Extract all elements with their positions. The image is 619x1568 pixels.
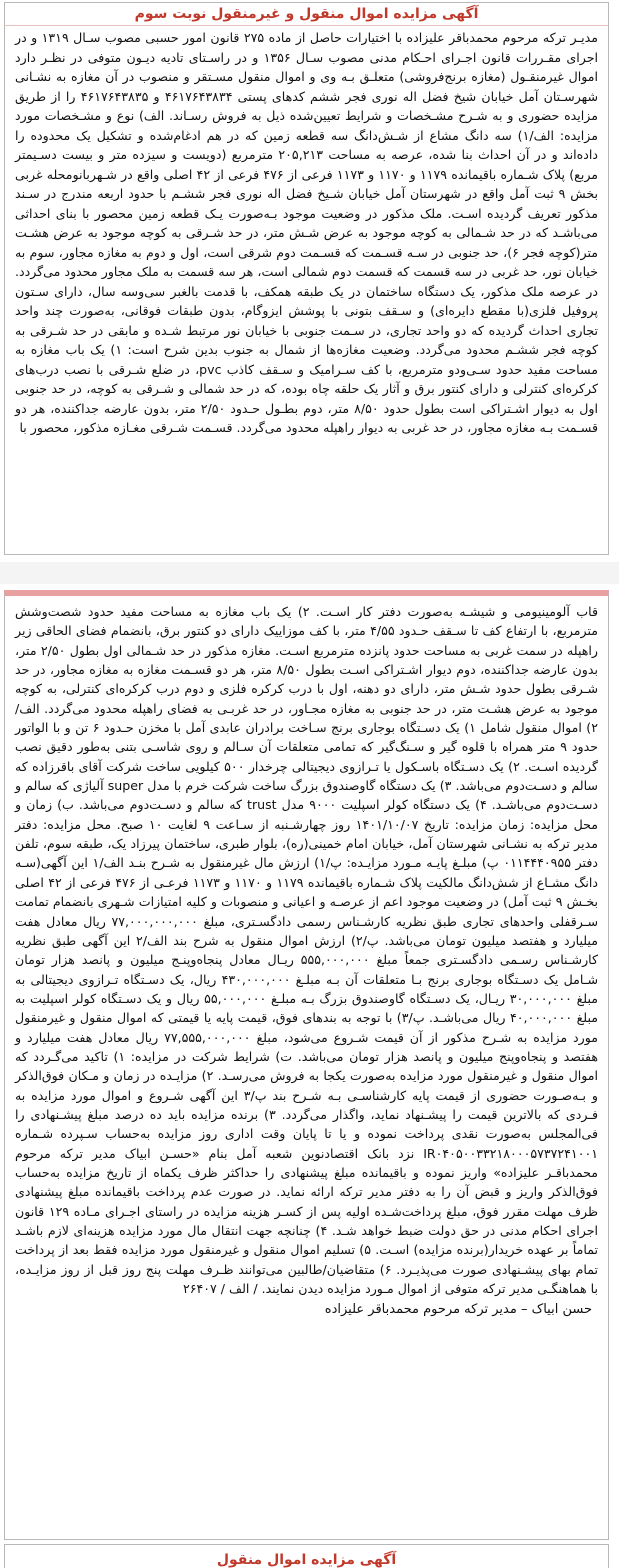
- notice-body-part1: مدیـر ترکه مرحوم محمدباقر علیزاده با اختیارات حاصل از ماده ۲۷۵ قانون امور حسبی مصوب سـال ۱۳۱۹ و در اجرای مقـررات قانون اجـرای احـکام مدنی مصوب سـال ۱۳۵۶ و در راسـتای تادیه دیـون متوفی در نظـر دارد اموال غیرمنقـول (مغازه برنج‌فروشی) متعلـق بـه وی و اموال منقول مسـتقر و منصوب در آن مغازه به نشـانی شهرسـتان آمل خیابان شیخ فضل اله نوری فجر ششم کدهای پستی ۴۶۱۷۶۴۳۸۳۴ و ۴۶۱۷۶۴۳۸۳۵ را از طریق مزایده حضوری و به شـرح مشـخصات و شرایط تعیین‌شده ذیل به فروش رسـاند. الف) نوع و مشـخصات مورد مزایده: الف/۱) سه دانگ مشاع از شـش‌دانگ سه قطعه زمین که در هم ادغام‌شده و تشکیل یک محدوده را داده‌اند و در آن احداث بنا شده، عرصه به مساحت ۲۰۵,۲۱۳ مترمربع (دویست و سیزده متر و بیست دسـیمتر مربع) پلاک شـماره باقیمانده ۱۱۷۹ و ۱۱۷۰ و ۱۱۷۳ فرعی از ۴۷۶ فرعی از ۴۲ اصلی واقع در شـهربانومحله غربی بخش ۹ ثبت آمل واقع در شهرستان آمل خیابان شـیخ فضل اله نوری فجر ششـم با حدود اربعه مندرج در سـند مذکور تعریف گردیده اسـت. ملک مذکور در وضعیت موجود بـه‌صورت یـک قطعه زمین محصور با بنای احداثی می‌باشـد که در حد شـمالی به کوچه موجود به عرض شـش متر، در حد شـرقی به کوچه موجود به عرض هشـت متر(کوچه فجر ۶)، حد جنوبی در سـه قسـمت که قسـمت دوم شرقی است، اول و دوم به مغازه مجاور، سوم به خیابان نور، حد غربی در سه قسمت که قسمت دوم شمالی است، هر سه قسمت به ملک مجاور محدود می‌گردد. در عرصه ملک مذکور، یک دستگاه ساختمان در یک طبقه همکف، با قدمت بالغبر سی‌وسه سال، دارای سـتون پروفیل فلزی(با مقطع دایره‌ای) و سـقف بتونی با پوشش ایزوگام، بدون طبقات فوقانی، به‌صورت چند واحد تجاری احداث گردیده که دو واحد تجاری، در سـمت جنوبی با خیابان نور مرتبط شـده و مابقی در حد شـرقی به کوچه فجر ششـم محدود می‌گردد. وضعیت مغازه‌ها از شمال به جنوب بدین شرح است: ۱) یک باب مغازه به مساحت مفید حدود سـی‌ودو مترمربع، با کف سـرامیک و سـقف کاذب pvc، در ضلع شـرقی با نصب درب‌های کرکره‌ای کنترلی و دارای کنتور برق و آثار یک حلقه چاه بوده، که در حد شمالی و شـرقی به کوچه، در حد جنوبی اول به دیوار اشـتراکی است بطول حدود ۸/۵۰ متر، دوم بطـول حـدود ۲/۵۰ متر، بدون عارضه جداکننده، هر دو قسـمت بـه مغازه مجاور، در حد غربی به دیوار راهپله محدود می‌گردد. قسـمت شـرقی مغـازه مذکور، محصور با: [15, 30, 599, 435]
- notice-title: آگهی مزایده اموال منقول و غیرمنقول نوبت سوم: [5, 5, 608, 26]
- column-gap: [0, 562, 619, 584]
- notice-panel-top: [4, 2, 609, 555]
- next-notice-title: آگهی مزایده اموال منقول: [4, 1544, 609, 1568]
- notice-panel-bottom: [4, 590, 609, 1540]
- notice-signature: حسن ابیاک – مدیر ترکه مرحوم محمدباقر علیزاده: [324, 1302, 592, 1318]
- notice-body-part2: قاب آلومینیومی و شیشـه به‌صورت دفتر کار اسـت. ۲) یک باب مغازه به مساحت مفید حدود شصت‌وشش مترمربع، با ارتفاع کف تا سـقف حـدود ۴/۵۵ متر، با کف موزاییک دارای دو کنتور برق، بانضمام فضای الحاقی زیر راهپله در سمت غربی به مساحت حدود پانزده مترمربع اسـت. مغازه مذکور در حد شـمالی اول بطول ۲/۵۰ متر، بدون عارضه جداکننده، دوم دیوار اشـتراکی اسـت بطول ۸/۵۰ متر، هر دو قسـمت مغازه به مغازه مجاور، در حد شـرقی بطول حدود شـش متر، دارای دو دهنه، اول با درب کرکره فلزی و دوم درب کرکره‌ای کنترلی، به کوچه موجود به عرض هشـت متر، در حد جنوبی به مغازه مجـاور، در حد غربـی به فضای راهپله محدود می‌گردد. الف/۲) اموال منقول شامل ۱) یک دسـتگاه بوجاری برنج سـاخت برادران عابدی آمل با مخزن حـدود ۶ تن و با الواتور حدود ۹ متر همراه با قلوه گیر و سـنگ‌گیر که تمامی متعلقات آن سـالم و روی شاسـی بتنی به‌طور دقیق نصب گردیده اسـت. ۲) یک دسـتگاه باسـکول یا تـرازوی دیجیتالی چرخدار ۵۰۰ کیلویی ساخت شرکت آقای باقرزاده که سالم و دسـت‌دوم می‌باشد. ۳) یک دستگاه گاوصندوق بزرگ ساخت شرکت خرم با مدل super آلیاژی که سالم و دسـت‌دوم می‌باشـد. ۴) یک دستگاه کولر اسپلیت ۹۰۰۰ مدل trust که سالم و دسـت‌دوم می‌باشد. ب) زمان و محل مزایده: زمان مزایده: تاریخ ۱۴۰۱/۱۰/۰۷ روز چهارشـنبه از سـاعت ۹ لغایت ۱۰ صبح. محل مزایده: دفتر مدیر ترکه به نشـانی شهرستان آمل، خیابان امام خمینی(ره)، بلوار طبری، ساختمان پیرزاد یک، طبقه سوم، تلفن دفتر ۰۱۱۴۴۴۰۹۵۵ پ) مبلـغ پایـه مـورد مزایـده: پ/۱) ارزش مال غیرمنقول به شـرح بنـد الف/۱ این آگهی(سـه دانگ مشـاع از شش‌دانگ مالکیت پلاک شـماره باقیمانده ۱۱۷۹ و ۱۱۷۰ و ۱۱۷۳ فرعـی از ۴۷۶ فرعی از ۴۲ اصلی بخـش ۹ ثبت آمل) در وضعیت موجود اعم از عرصـه و اعیانی و منصوبات و کلیه امتیازات شـهری بانضمام تمامت سـرقفلی واحدهای تجاری طبق نظریه کارشـناس رسمی دادگسـتری، مبلغ ۷۷,۰۰۰,۰۰۰,۰۰۰ ریال معادل هفت میلیارد و هفتصد میلیون تومان می‌باشد. پ/۲) ارزش اموال منقول به شرح بند الف/۲ این آگهی طبق نظریه کارشـناس رسـمی دادگسـتری جمعاً مبلغ ۵۵۵,۰۰۰,۰۰۰ ریـال معادل پنجاه‌وپنـج میلیون و پانصد هزار تومان شـامل یک دسـتگاه بوجاری برنج بـا متعلقات آن بـه مبلـغ ۴۳۰,۰۰۰,۰۰۰ ریال، یک دسـتگاه تـرازوی دیجیتالی به مبلغ ۳۰,۰۰۰,۰۰۰ ریـال، یک دسـتگاه گاوصندوق بزرگ بـه مبلـغ ۵۵,۰۰۰,۰۰۰ ریال و یک دسـتگاه کولر اسپلیت به مبلغ ۴۰,۰۰۰,۰۰۰ ریال می‌باشـد. پ/۳) با توجه به بندهای فوق، قیمت پایه یا قیمتی که اموال منقول و غیرمنقول مورد مزایده به شـرح مذکور از آن قیمت شـروع می‌شود، مبلغ ۷۷,۵۵۵,۰۰۰,۰۰۰ ریال معادل هفت میلیارد و هفتصد و پنجاه‌وپنج میلیون و پانصد هزار تومان می‌باشد. ت) شرایط شرکت در مزایده: ۱) تاکید می‌گـردد که اموال منقول و غیرمنقول مورد مزایده به‌صورت یکجا به فروش می‌رسـد. ۲) مزایـده در زمان و مـکان فوق‌الذکر و بـه‌صـورت حضوری از قیمت پایه کارشناسـی بـه شـرح بند پ/۳ این آگهی شـروع و اموال مورد مزایده به فـردی که بالاترین قیمت را پیشـنهاد نماید، واگذار می‌گردد. ۳) برنده مزایده باید ده درصد مبلغ پیشـنهادی را فی‌المجلس به‌صورت نقدی پرداخت نموده و یا تا پایان وقت اداری روز مزایده به‌حساب سـپرده شـماره IR۰۴۰۵۰۰۳۳۲۱۸۰۰۰۵۷۳۷۲۴۱۰۰۱ نزد بانک اقتصادنوین شعبه آمل بنام «حسـن ابیاک مدیر ترکه مرحوم محمدباقـر علیزاده» واریز نموده و باقیمانده مبلغ پیشنهادی را حداکثر ظرف یکماه از تاریخ مزایده به‌حساب فوق‌الذکر واریز و قبض آن را به دفتر مدیر ترکه ارائه نماید. در صورت عدم پرداخت باقیمانده مبلغ پیشنهادی ظرف مهلت مقرر فوق، مبلغ پرداخت‌شـده اولیه پس از کسـر هزینه مزایده در راستای اجـرای مـاده ۱۲۹ قانون اجرای احکام مدنی در حق دولت ضبط خواهد شـد. ۴) چنانچه جهت انتقال مال مورد مزایده هزینه‌ای لازم باشـد تماماً بر عهده خریدار(برنده مزایده) اسـت. ۵) تسلیم اموال منقول و غیرمنقول مورد مزایده فقط بعد از پرداخت تمام بهای پیشـنهادی صورت می‌پذیـرد. ۶) متقاضیان/طالبین می‌توانند ظـرف مهلت پنج روز قبل از روز مزایـده، با هماهنگـی مدیر ترکه متوفی از اموال مـورد مزایده دیدن نمایند. / الف / ۲۶۴۰۷: [15, 604, 599, 1297]
